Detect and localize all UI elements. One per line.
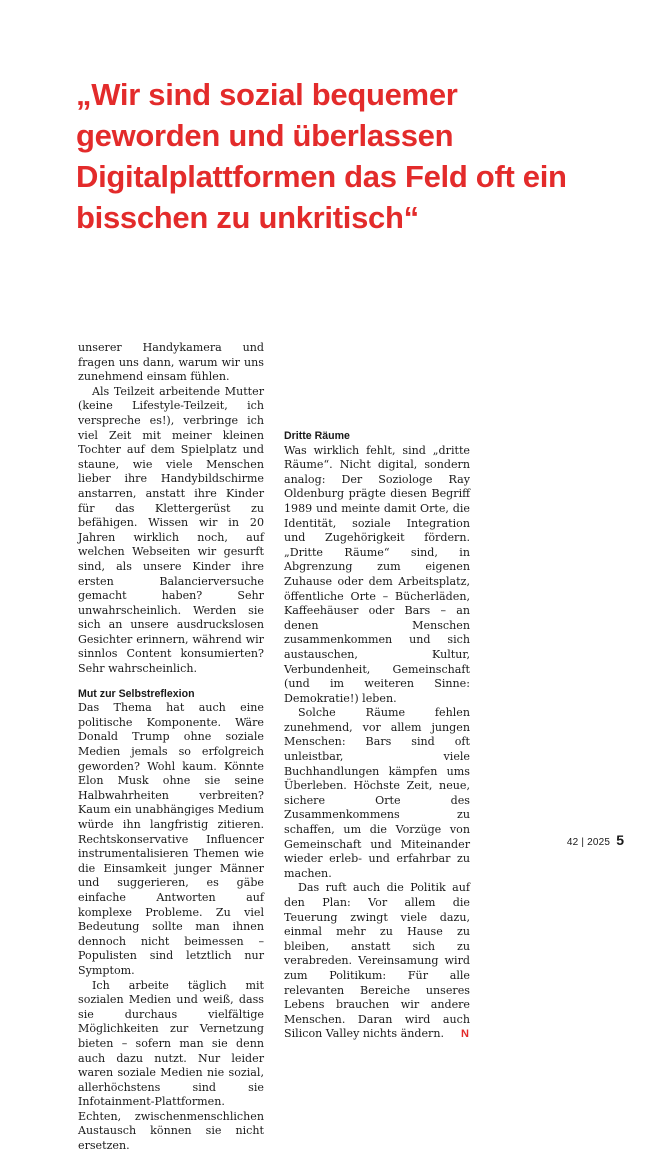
issue-number: 42 | 2025 <box>566 837 611 848</box>
end-mark-icon: N <box>461 1028 469 1041</box>
section-heading: Dritte Räume <box>284 430 350 442</box>
text-column-right <box>284 341 470 1042</box>
paragraph-text: Das ruft auch die Politik auf den Plan: Vor allem die Teuerung zwingt viele dazu, einmal mehr zu Hause zu bleiben, anstatt sich zu verabreden. Vereinsamung wird zum Politikum: Für alle relevanten Bereiche unseres Lebens brauchen wir andere Menschen. Daran wird auch Silicon Valley nichts ändern. <box>284 881 470 1041</box>
section-heading: Mut zur Selbstreflexion <box>78 687 195 700</box>
pull-quote-headline: „Wir sind sozial bequemer geworden und überlassen Digitalplattformen das Feld oft ein bisschen zu unkritisch“ <box>76 77 567 235</box>
paragraph: unserer Handykamera und fragen uns dann, warum wir uns zunehmend einsam fühlen. <box>78 341 264 384</box>
paragraph: Solche Räume fehlen zunehmend, vor allem jungen Menschen: Bars sind oft unleistbar, viele Buchhandlungen kämpfen ums Überleben. Höchste Zeit, neue, sichere Orte des Zusammenkommens zu schaffen, um die Vorzüge von Gemeinschaft und Miteinander wieder erleb- und erfahrbar zu machen. <box>284 706 470 880</box>
paragraph: Was wirklich fehlt, sind „dritte Räume“. Nicht digital, sondern analog: Der Soziologe Ray Oldenburg prägte diesen Begriff 1989 und meinte damit Orte, die Identität, soziale Integration und Zugehörigkeit fördern. „Dritte Räume“ sind, in Abgrenzung zum eigenen Zuhause oder dem Arbeitsplatz, öffentliche Orte – Bücherläden, Kaffeehäuser oder Bars – an denen Menschen zusammenkommen und sich austauschen, Kultur, Verbundenheit, Gemeinschaft (und im weiteren Sinne: Demokratie!) leben. <box>284 443 470 705</box>
page-number: 5 <box>616 832 624 848</box>
paragraph: Als Teilzeit arbeitende Mutter (keine Lifestyle-Teilzeit, ich verspreche es!), verbringe ich viel Zeit mit meiner kleinen Tochter auf dem Spielplatz und staune, wie viele Menschen lieber ihre Handybildschirme anstarren, anstatt ihre Kinder für das Klettergerüst zu befähigen. Wissen wir in 20 Jahren wirklich noch, auf welchen Webseiten wir gesurft sind, als unsere Kinder ihre ersten Balancierversuche gemacht haben? Sehr unwahrscheinlich. Werden sie sich an unsere ausdruckslosen Gesichter erinnern, während wir sinnlos Content konsumierten? Sehr wahrscheinlich. <box>78 384 264 676</box>
paragraph <box>284 881 470 1042</box>
paragraph: Das Thema hat auch eine politische Komponente. Wäre Donald Trump ohne soziale Medien jemals so erfolgreich geworden? Wohl kaum. Könnte Elon Musk ohne sie seine Halbwahrheiten verbreiten? Kaum ein unabhängiges Medium würde ihn langfristig zitieren. Rechtskonservative Influencer instrumentalisieren Themen wie die Einsamkeit junger Männer und suggerieren, es gäbe einfache Antworten auf komplexe Probleme. Zu viel Bedeutung sollte man ihnen dennoch nicht beimessen – Populisten sind letztlich nur Symptom. <box>78 701 264 977</box>
text-column-left <box>78 341 264 1154</box>
paragraph: Ich arbeite täglich mit sozialen Medien und weiß, dass sie durchaus vielfältige Möglichkeiten zur Vernetzung bieten – sofern man sie denn auch dazu nutzt. Nur leider waren soziale Medien nie sozial, allerhöchstens sind sie Infotainment-Plattformen. Echten, zwischenmenschlichen Austausch können sie nicht ersetzen. <box>78 978 264 1153</box>
page-footer <box>567 832 624 848</box>
